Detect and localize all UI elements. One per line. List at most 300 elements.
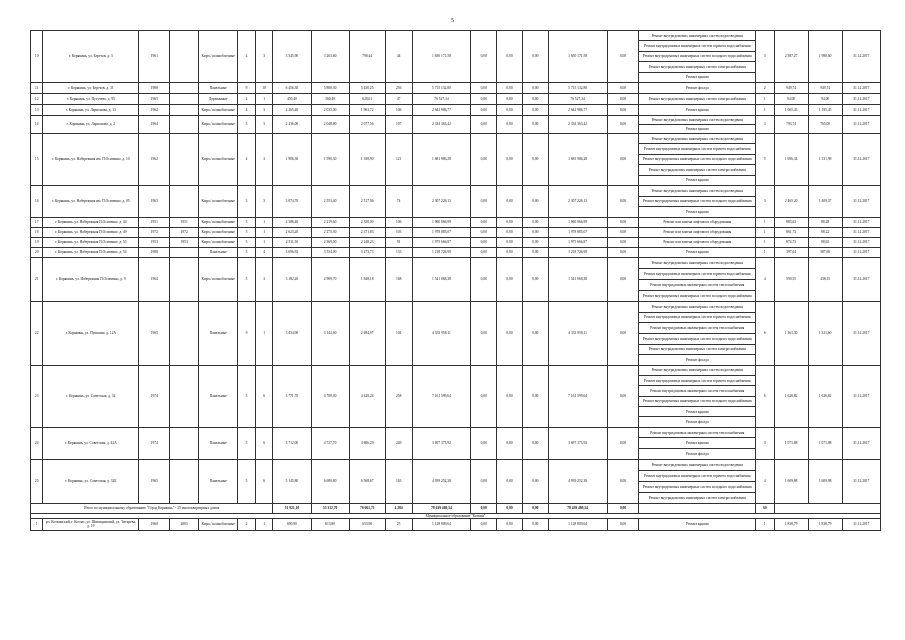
year-built: 1961 xyxy=(139,31,170,83)
table-row xyxy=(31,518,881,530)
unit-cost-limit: 88,63 xyxy=(808,237,842,247)
municipal-funds: 0,00 xyxy=(522,31,548,83)
row-number: 16 xyxy=(31,185,43,217)
floors: 2 xyxy=(238,93,256,104)
year-built: 1974 xyxy=(139,427,170,459)
repair-cost: 1 541 068,38 xyxy=(412,257,471,301)
work-type: Ремонт внутридомовых инженерных систем холодного водоснабжения xyxy=(639,51,756,61)
other-funds: 0,00 xyxy=(607,227,639,237)
address-cell: г. Корякинь, ул. Набережная им. П.Осипенко, д. 05 xyxy=(43,185,139,217)
unit-cost-limit: 387,68 xyxy=(808,247,842,257)
summary-repair-cost: 78 439 469,54 xyxy=(412,503,471,513)
regional-funds: 0,00 xyxy=(497,301,523,365)
regional-funds: 0,00 xyxy=(497,104,523,115)
row-number: 17 xyxy=(31,217,43,227)
total-area: 3 434,90 xyxy=(273,301,311,365)
repair-cost: 2 334 363,42 xyxy=(412,115,471,133)
federal-funds: 0,00 xyxy=(471,104,497,115)
federal-funds: 0,00 xyxy=(471,247,497,257)
regional-funds: 0,00 xyxy=(497,237,523,247)
federal-funds: 0,00 xyxy=(471,301,497,365)
federal-funds: 0,00 xyxy=(471,227,497,237)
regional-funds: 0,00 xyxy=(497,459,523,503)
year-built: 1963 xyxy=(139,185,170,217)
living-area: 2 048,80 xyxy=(311,115,349,133)
residents: 47 xyxy=(385,93,412,104)
floors: 5 xyxy=(238,257,256,301)
deadline-date: 31.12.2017 xyxy=(842,133,880,185)
owner-funds: 1 975 666,87 xyxy=(548,237,607,247)
year-built: 1962 xyxy=(139,104,170,115)
non-living-area: 2 517,06 xyxy=(349,185,385,217)
summary-federal-funds: 0,00 xyxy=(471,503,497,513)
living-area: 3 554,00 xyxy=(311,247,349,257)
work-type: Ремонт внутридомовых инженерных систем горячего водоснабжения xyxy=(639,268,756,279)
work-type: Ремонт внутридомовых инженерных систем водоотведения xyxy=(639,301,756,312)
work-count: 3 xyxy=(756,427,775,459)
unit-cost-limit: 1 131,99 xyxy=(808,133,842,185)
regional-funds: 0,00 xyxy=(497,247,523,257)
regional-funds: 0,00 xyxy=(497,115,523,133)
municipal-funds: 0,00 xyxy=(522,185,548,217)
living-area: 3 142,60 xyxy=(311,301,349,365)
federal-funds: 0,00 xyxy=(471,365,497,427)
work-type: Ремонт внутридомовых инженерных систем горячего водоснабжения xyxy=(639,144,756,154)
deadline-date: 31.12.2017 xyxy=(842,237,880,247)
wall-material: Панельные xyxy=(199,82,238,93)
repair-cost: 1 960 066,99 xyxy=(412,217,471,227)
municipal-funds: 0,00 xyxy=(522,237,548,247)
owner-funds: 1 960 066,99 xyxy=(548,217,607,227)
deadline-date: 31.12.2017 xyxy=(842,104,880,115)
owner-funds: 1 650 171,58 xyxy=(548,31,607,83)
address-cell: г. Корякинь, ул. Ларионова, д. 2 xyxy=(43,115,139,133)
municipal-funds: 0,00 xyxy=(522,365,548,427)
repair-cost: 76 527,34 xyxy=(412,93,471,104)
repair-cost: 1 218 726,99 xyxy=(412,247,471,257)
unit-cost: 1 609,98 xyxy=(774,459,808,503)
total-area: 2 386,40 xyxy=(273,217,311,227)
regional-funds: 0,00 xyxy=(497,227,523,237)
work-type: Ремонт внутридомовых инженерных систем холодного водоснабжения xyxy=(639,481,756,492)
owner-funds: 1 541 068,38 xyxy=(548,257,607,301)
wall-material: Деревянные xyxy=(199,93,238,104)
federal-funds: 0,00 xyxy=(471,115,497,133)
year-built: 1965 xyxy=(139,459,170,503)
total-area: 3 712,00 xyxy=(273,427,311,459)
other-funds: 0,00 xyxy=(607,93,639,104)
owner-funds: 76 527,34 xyxy=(548,93,607,104)
summary-residents: 4 284 xyxy=(385,503,412,513)
deadline-date: 31.12.2017 xyxy=(842,365,880,427)
table-row xyxy=(31,237,881,247)
summary-other-funds: 0,00 xyxy=(607,503,639,513)
summary-work-count: 60 xyxy=(756,503,775,513)
floors: 9 xyxy=(238,82,256,93)
table-row xyxy=(31,365,881,375)
total-area: 690,90 xyxy=(273,518,311,530)
work-type: Ремонт внутридомовых инженерных систем холодного водоснабжения xyxy=(639,333,756,344)
entrances: 1 xyxy=(255,518,273,530)
year-commissioned xyxy=(170,82,199,93)
work-count: 3 xyxy=(756,185,775,217)
entrances: 4 xyxy=(255,247,273,257)
municipality-header: Муниципальное образование "Коткин" xyxy=(31,513,881,518)
floors: 5 xyxy=(238,247,256,257)
row-number: 25 xyxy=(31,459,43,503)
municipal-funds: 0,00 xyxy=(522,247,548,257)
regional-funds: 0,00 xyxy=(497,82,523,93)
year-commissioned xyxy=(170,365,199,427)
total-area: 3 545,90 xyxy=(273,31,311,83)
federal-funds: 0,00 xyxy=(471,257,497,301)
year-commissioned xyxy=(170,115,199,133)
unit-cost-limit: 1 409,37 xyxy=(808,185,842,217)
deadline-date: 31.12.2017 xyxy=(842,247,880,257)
unit-cost-limit: 1 609,98 xyxy=(808,459,842,503)
non-living-area: 2 248,23 xyxy=(349,237,385,247)
non-living-area: 653,90 xyxy=(349,518,385,530)
owner-funds: 3 697 373,92 xyxy=(548,427,607,459)
work-type: Ремонт внутридомовых инженерных систем водоотведения xyxy=(639,257,756,268)
owner-funds: 1 218 726,99 xyxy=(548,247,607,257)
deadline-date: 31.12.2017 xyxy=(842,93,880,104)
address-cell: г. Корякинь, ул. Советская, д. 32Б xyxy=(43,459,139,503)
address-cell: г. Корякинь, ул. Советская, д. 42А xyxy=(43,427,139,459)
work-type: Ремонт внутридомовых инженерных систем водоотведения xyxy=(639,185,756,196)
unit-cost-limit: 1 071,88 xyxy=(808,427,842,459)
work-type: Ремонт внутридомовых инженерных систем электроснабжения xyxy=(639,165,756,175)
work-type: Ремонт внутридомовых инженерных систем теплоснабжения xyxy=(639,386,756,396)
floors: 9 xyxy=(238,301,256,365)
regional-funds: 0,00 xyxy=(497,257,523,301)
work-type: Ремонт фасада xyxy=(639,355,756,366)
address-cell: г. Корякинь, ул. Набережная П.Осипенко, д. 54 xyxy=(43,247,139,257)
repair-cost: 4 939 252,38 xyxy=(412,459,471,503)
work-type: Ремонт внутридомовых инженерных систем теплоснабжения xyxy=(639,323,756,334)
other-funds: 0,00 xyxy=(607,104,639,115)
year-commissioned xyxy=(170,133,199,185)
non-living-area: 1 848,18 xyxy=(349,257,385,301)
address-cell: г. Корякинь, ул. Березов, д. 31 xyxy=(43,82,139,93)
address-cell: г. Корякинь, ул. Советская, д. 32 xyxy=(43,365,139,427)
work-type: Ремонт крыши xyxy=(639,175,756,185)
unit-cost-limit: 1 626,82 xyxy=(808,365,842,427)
deadline-date: 31.12.2017 xyxy=(842,459,880,503)
summary-living-area: 53 312,70 xyxy=(311,503,349,513)
work-type: Ремонт внутридомовых инженерных систем водоотведения xyxy=(639,365,756,375)
table-row xyxy=(31,115,881,124)
living-area: 4 727,70 xyxy=(311,427,349,459)
summary-blank xyxy=(774,503,880,513)
municipal-funds: 0,00 xyxy=(522,82,548,93)
address-cell: г. Корякинь, ул. Ларионова, д. 13 xyxy=(43,104,139,115)
municipal-funds: 0,00 xyxy=(522,217,548,227)
work-type: Ремонт внутридомовых инженерных систем холодного водоснабжения xyxy=(639,154,756,164)
non-living-area: 2 371,83 xyxy=(349,227,385,237)
other-funds: 0,00 xyxy=(607,247,639,257)
non-living-area: 3 273,73 xyxy=(349,247,385,257)
unit-cost-limit: 88,22 xyxy=(808,227,842,237)
address-cell: г. Корякинь, ул. Набережная П.Осипенко, д. 49 xyxy=(43,227,139,237)
repair-cost: 2 307 226,13 xyxy=(412,185,471,217)
summary-total-area: 51 921,10 xyxy=(273,503,311,513)
living-area: 2 553,40 xyxy=(311,185,349,217)
floors: 5 xyxy=(238,217,256,227)
table-row xyxy=(31,227,881,237)
federal-funds: 0,00 xyxy=(471,427,497,459)
unit-cost: 1 361,30 xyxy=(774,301,808,365)
unit-cost-limit: 1 838,79 xyxy=(808,518,842,530)
work-type: Ремонт крыши xyxy=(639,407,756,417)
wall-material: Кирп./ шлакоблочные xyxy=(199,104,238,115)
owner-funds: 2 334 363,42 xyxy=(548,115,607,133)
work-type: Ремонт внутридомовых инженерных систем электроснабжения xyxy=(639,344,756,355)
year-commissioned xyxy=(170,185,199,217)
other-funds: 0,00 xyxy=(607,459,639,503)
residents: 133 xyxy=(385,247,412,257)
work-type: Ремонт внутридомовых инженерных систем холодного водоснабжения xyxy=(639,396,756,406)
non-living-area: 2 077,56 xyxy=(349,115,385,133)
municipal-funds: 0,00 xyxy=(522,459,548,503)
federal-funds: 0,00 xyxy=(471,185,497,217)
work-type: Ремонт фасада xyxy=(639,82,756,93)
wall-material: Кирп./ шлакоблочные xyxy=(199,237,238,247)
owner-funds: 4 939 252,38 xyxy=(548,459,607,503)
federal-funds: 0,00 xyxy=(471,133,497,185)
floors: 5 xyxy=(238,227,256,237)
unit-cost: 949,74 xyxy=(774,82,808,93)
year-built: 1980 xyxy=(139,82,170,93)
address-cell: г. Корякинь, ул. Набережная П.Осипенко, д. 44 xyxy=(43,217,139,227)
deadline-date: 31.12.2017 xyxy=(842,115,880,133)
work-type: Ремонт внутридомовых инженерных систем горячего водоснабжения xyxy=(639,41,756,51)
floors: 4 xyxy=(238,31,256,83)
table-row xyxy=(31,31,881,41)
work-count: 4 xyxy=(756,459,775,503)
residents: 168 xyxy=(385,257,412,301)
non-living-area: 6 568,67 xyxy=(349,459,385,503)
floors: 3 xyxy=(238,185,256,217)
work-count: 1 xyxy=(756,104,775,115)
repair-cost: 4 333 958,11 xyxy=(412,301,471,365)
regional-funds: 0,00 xyxy=(497,365,523,427)
repair-cost: 5 715 132,80 xyxy=(412,82,471,93)
floors: 5 xyxy=(238,237,256,247)
repair-cost: 7 161 599,64 xyxy=(412,365,471,427)
unit-cost: 1 838,79 xyxy=(774,518,808,530)
unit-cost: 1 065,43 xyxy=(774,104,808,115)
other-funds: 0,00 xyxy=(607,115,639,133)
deadline-date: 31.12.2017 xyxy=(842,82,880,93)
floors: 5 xyxy=(238,115,256,133)
regional-funds: 0,00 xyxy=(497,133,523,185)
non-living-area: 1 358,90 xyxy=(349,133,385,185)
year-commissioned xyxy=(170,257,199,301)
wall-material: Кирп./ шлакоблочные xyxy=(199,133,238,185)
year-commissioned: 1951 xyxy=(170,217,199,227)
municipal-funds: 0,00 xyxy=(522,518,548,530)
work-type: Ремонт внутридомовых инженерных систем электроснабжения xyxy=(639,62,756,72)
year-built: 1965 xyxy=(139,93,170,104)
owner-funds: 1 128 809,64 xyxy=(548,518,607,530)
total-area: 2 265,40 xyxy=(273,104,311,115)
work-type: Ремонт крыши xyxy=(639,247,756,257)
work-type: Ремонт крыши xyxy=(639,207,756,218)
total-area: 2 511,50 xyxy=(273,237,311,247)
repair-cost: 1 978 885,07 xyxy=(412,227,471,237)
wall-material: Кирп./ шлакоблочные xyxy=(199,217,238,227)
year-built: 1988 xyxy=(139,247,170,257)
work-type: Ремонт или замена лифтового оборудования xyxy=(639,237,756,247)
row-number: 23 xyxy=(31,365,43,427)
row-number: 15 xyxy=(31,133,43,185)
row-number: 18 xyxy=(31,227,43,237)
wall-material: Панельные xyxy=(199,301,238,365)
unit-cost: 590,55 xyxy=(774,257,808,301)
entrances: 3 xyxy=(255,133,273,185)
work-count: 3 xyxy=(756,115,775,133)
table-row xyxy=(31,133,881,143)
work-type: Ремонт фасада xyxy=(639,417,756,427)
regional-funds: 0,00 xyxy=(497,31,523,83)
other-funds: 0,00 xyxy=(607,133,639,185)
wall-material: Кирп./ шлакоблочные xyxy=(199,518,238,530)
unit-cost-limit: 1 195,45 xyxy=(808,104,842,115)
work-type: Ремонт внутридомовых инженерных систем теплоснабжения xyxy=(639,279,756,290)
non-living-area: 1 963,72 xyxy=(349,104,385,115)
repair-cost: 2 642 986,77 xyxy=(412,104,471,115)
unit-cost: 2 465,20 xyxy=(774,185,808,217)
unit-cost-limit: 1 321,60 xyxy=(808,301,842,365)
entrances: 6 xyxy=(255,459,273,503)
year-built: 1953 xyxy=(139,237,170,247)
entrances: 1 xyxy=(255,227,273,237)
residents: 121 xyxy=(385,133,412,185)
owner-funds: 5 715 132,80 xyxy=(548,82,607,93)
unit-cost: 1 626,82 xyxy=(774,365,808,427)
row-number: 12 xyxy=(31,93,43,104)
deadline-date: 31.12.2017 xyxy=(842,31,880,83)
total-area: 2 236,00 xyxy=(273,115,311,133)
work-count: 3 xyxy=(756,31,775,83)
work-type: Ремонт внутридомовых инженерных систем горячего водоснабжения xyxy=(639,376,756,386)
living-area: 2 275,30 xyxy=(311,227,349,237)
capital-repair-table xyxy=(30,30,881,531)
table-row xyxy=(31,93,881,104)
summary-regional-funds: 0,00 xyxy=(497,503,523,513)
federal-funds: 0,00 xyxy=(471,82,497,93)
living-area: 5 880,30 xyxy=(311,82,349,93)
floors: 5 xyxy=(238,459,256,503)
repair-cost: 1 650 171,58 xyxy=(412,31,471,83)
entrances: 1 xyxy=(255,93,273,104)
other-funds: 0,00 xyxy=(607,257,639,301)
federal-funds: 0,00 xyxy=(471,217,497,227)
work-count: 2 xyxy=(756,82,775,93)
living-area: 4 700,30 xyxy=(311,365,349,427)
other-funds: 0,00 xyxy=(607,518,639,530)
address-cell: г. Корякинь, ул. Березов, д. 3 xyxy=(43,31,139,83)
residents: 163 xyxy=(385,459,412,503)
work-type: Ремонт крыши xyxy=(639,124,756,133)
living-area: 2 035,00 xyxy=(311,104,349,115)
deadline-date: 31.12.2017 xyxy=(842,217,880,227)
owner-funds: 4 333 958,11 xyxy=(548,301,607,365)
year-built: 1951 xyxy=(139,217,170,227)
year-built: 1964 xyxy=(139,257,170,301)
owner-funds: 2 642 986,77 xyxy=(548,104,607,115)
municipal-funds: 0,00 xyxy=(522,93,548,104)
federal-funds: 0,00 xyxy=(471,237,497,247)
year-commissioned: 2005 xyxy=(170,518,199,530)
address-cell: рп. Коткинский, г. Котлас, ул. Шипицинский, ул. Титарева, д. 19 xyxy=(43,518,139,530)
unit-cost: 1 071,88 xyxy=(774,427,808,459)
repair-cost: 1 128 809,64 xyxy=(412,518,471,530)
unit-cost: 1 696,34 xyxy=(774,133,808,185)
owner-funds: 7 161 599,64 xyxy=(548,365,607,427)
unit-cost-limit: 949,74 xyxy=(808,82,842,93)
work-type: Ремонт крыши xyxy=(639,438,756,449)
row-number: 14 xyxy=(31,115,43,133)
work-type: Ремонт внутридомовых инженерных систем горячего водоснабжения xyxy=(639,470,756,481)
unit-cost-limit: 765,00 xyxy=(808,115,842,133)
table-row xyxy=(31,301,881,312)
unit-cost-limit: 1 980,60 xyxy=(808,31,842,83)
table-row xyxy=(31,257,881,268)
other-funds: 0,00 xyxy=(607,31,639,83)
non-living-area: 2 358,00 xyxy=(349,217,385,227)
residents: 258 xyxy=(385,365,412,427)
row-number: 22 xyxy=(31,301,43,365)
address-cell: г. Корякинь, ул. Набережная П.Осипенко, д. 53 xyxy=(43,237,139,247)
work-type: Ремонт внутридомовых инженерных систем водоотведения xyxy=(639,115,756,124)
deadline-date: 31.12.2017 xyxy=(842,227,880,237)
entrances: 3 xyxy=(255,185,273,217)
total-area: 450,40 xyxy=(273,93,311,104)
work-type: Ремонт внутридомовых инженерных систем теплоснабжения xyxy=(639,427,756,438)
summary-work-blank xyxy=(639,503,756,513)
other-funds: 0,00 xyxy=(607,185,639,217)
year-commissioned: 1953 xyxy=(170,237,199,247)
entrances: 3 xyxy=(255,104,273,115)
table-row xyxy=(31,247,881,257)
work-type: Ремонт внутридомовых инженерных систем водоотведения xyxy=(639,459,756,470)
residents: 104 xyxy=(385,301,412,365)
residents: 249 xyxy=(385,427,412,459)
table-row xyxy=(31,427,881,438)
work-count: 1 xyxy=(756,93,775,104)
row-number: 1 xyxy=(31,518,43,530)
other-funds: 0,00 xyxy=(607,301,639,365)
total-area: 5 145,80 xyxy=(273,459,311,503)
other-funds: 0,00 xyxy=(607,237,639,247)
municipal-funds: 0,00 xyxy=(522,115,548,133)
entrances: 6 xyxy=(255,427,273,459)
regional-funds: 0,00 xyxy=(497,217,523,227)
wall-material: Кирп./ шлакоблочные xyxy=(199,185,238,217)
unit-cost-limit: 438,15 xyxy=(808,257,842,301)
address-cell: г. Корякинь, ул. Пугучева, д. 95 xyxy=(43,93,139,104)
page-number: 5 xyxy=(451,18,454,24)
non-living-area: 5 430,25 xyxy=(349,82,385,93)
work-type: Ремонт внутридомовых инженерных систем горячего водоснабжения xyxy=(639,312,756,323)
residents: 107 xyxy=(385,115,412,133)
summary-municipal-funds: 0,00 xyxy=(522,503,548,513)
table-row xyxy=(31,459,881,470)
non-living-area: 790,44 xyxy=(349,31,385,83)
owner-funds: 2 307 226,13 xyxy=(548,185,607,217)
